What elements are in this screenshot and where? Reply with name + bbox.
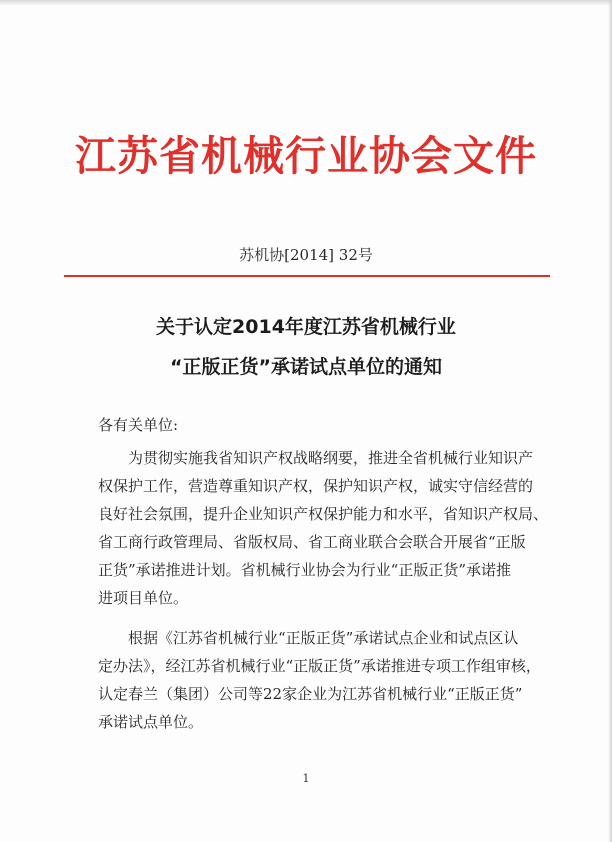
document-title-line-1: 关于认定2014年度江苏省机械行业 <box>156 316 456 338</box>
document-number: 苏机协[2014] 32号 <box>239 246 373 264</box>
paragraph-2-line-2: 定办法》，经江苏省机械行业“正版正货”承诺推进专项工作组审核， <box>98 657 541 675</box>
paragraph-1-line-2: 权保护工作，营造尊重知识产权，保护知识产权，诚实守信经营的 <box>98 477 534 495</box>
paragraph-2-line-4: 承诺试点单位。 <box>98 713 204 731</box>
paragraph-1-line-6: 进项目单位。 <box>98 589 189 607</box>
salutation: 各有关单位: <box>98 416 179 434</box>
paragraph-1-line-5: 正货”承诺推进计划。省机械行业协会为行业“正版正货”承诺推 <box>98 561 512 579</box>
page-number: 1 <box>302 772 310 785</box>
scan-edge-top <box>0 0 612 6</box>
paragraph-2-line-1: 根据《江苏省机械行业“正版正货”承诺试点企业和试点区认 <box>128 629 519 647</box>
scan-edge-right <box>608 0 612 842</box>
header-divider <box>64 275 550 277</box>
document-title-line-2: “正版正货”承诺试点单位的通知 <box>170 356 442 378</box>
paragraph-2-line-3: 认定春兰（集团）公司等22家企业为江苏省机械行业“正版正货” <box>98 685 523 703</box>
paragraph-1-line-3: 良好社会氛围，提升企业知识产权保护能力和水平，省知识产权局、 <box>98 505 549 523</box>
paragraph-1-line-1: 为贯彻实施我省知识产权战略纲要，推进全省机械行业知识产 <box>128 449 534 467</box>
paragraph-1-line-4: 省工商行政管理局、省版权局、省工商业联合会联合开展省“正版 <box>98 533 526 551</box>
org-header-title: 江苏省机械行业协会文件 <box>75 132 537 180</box>
